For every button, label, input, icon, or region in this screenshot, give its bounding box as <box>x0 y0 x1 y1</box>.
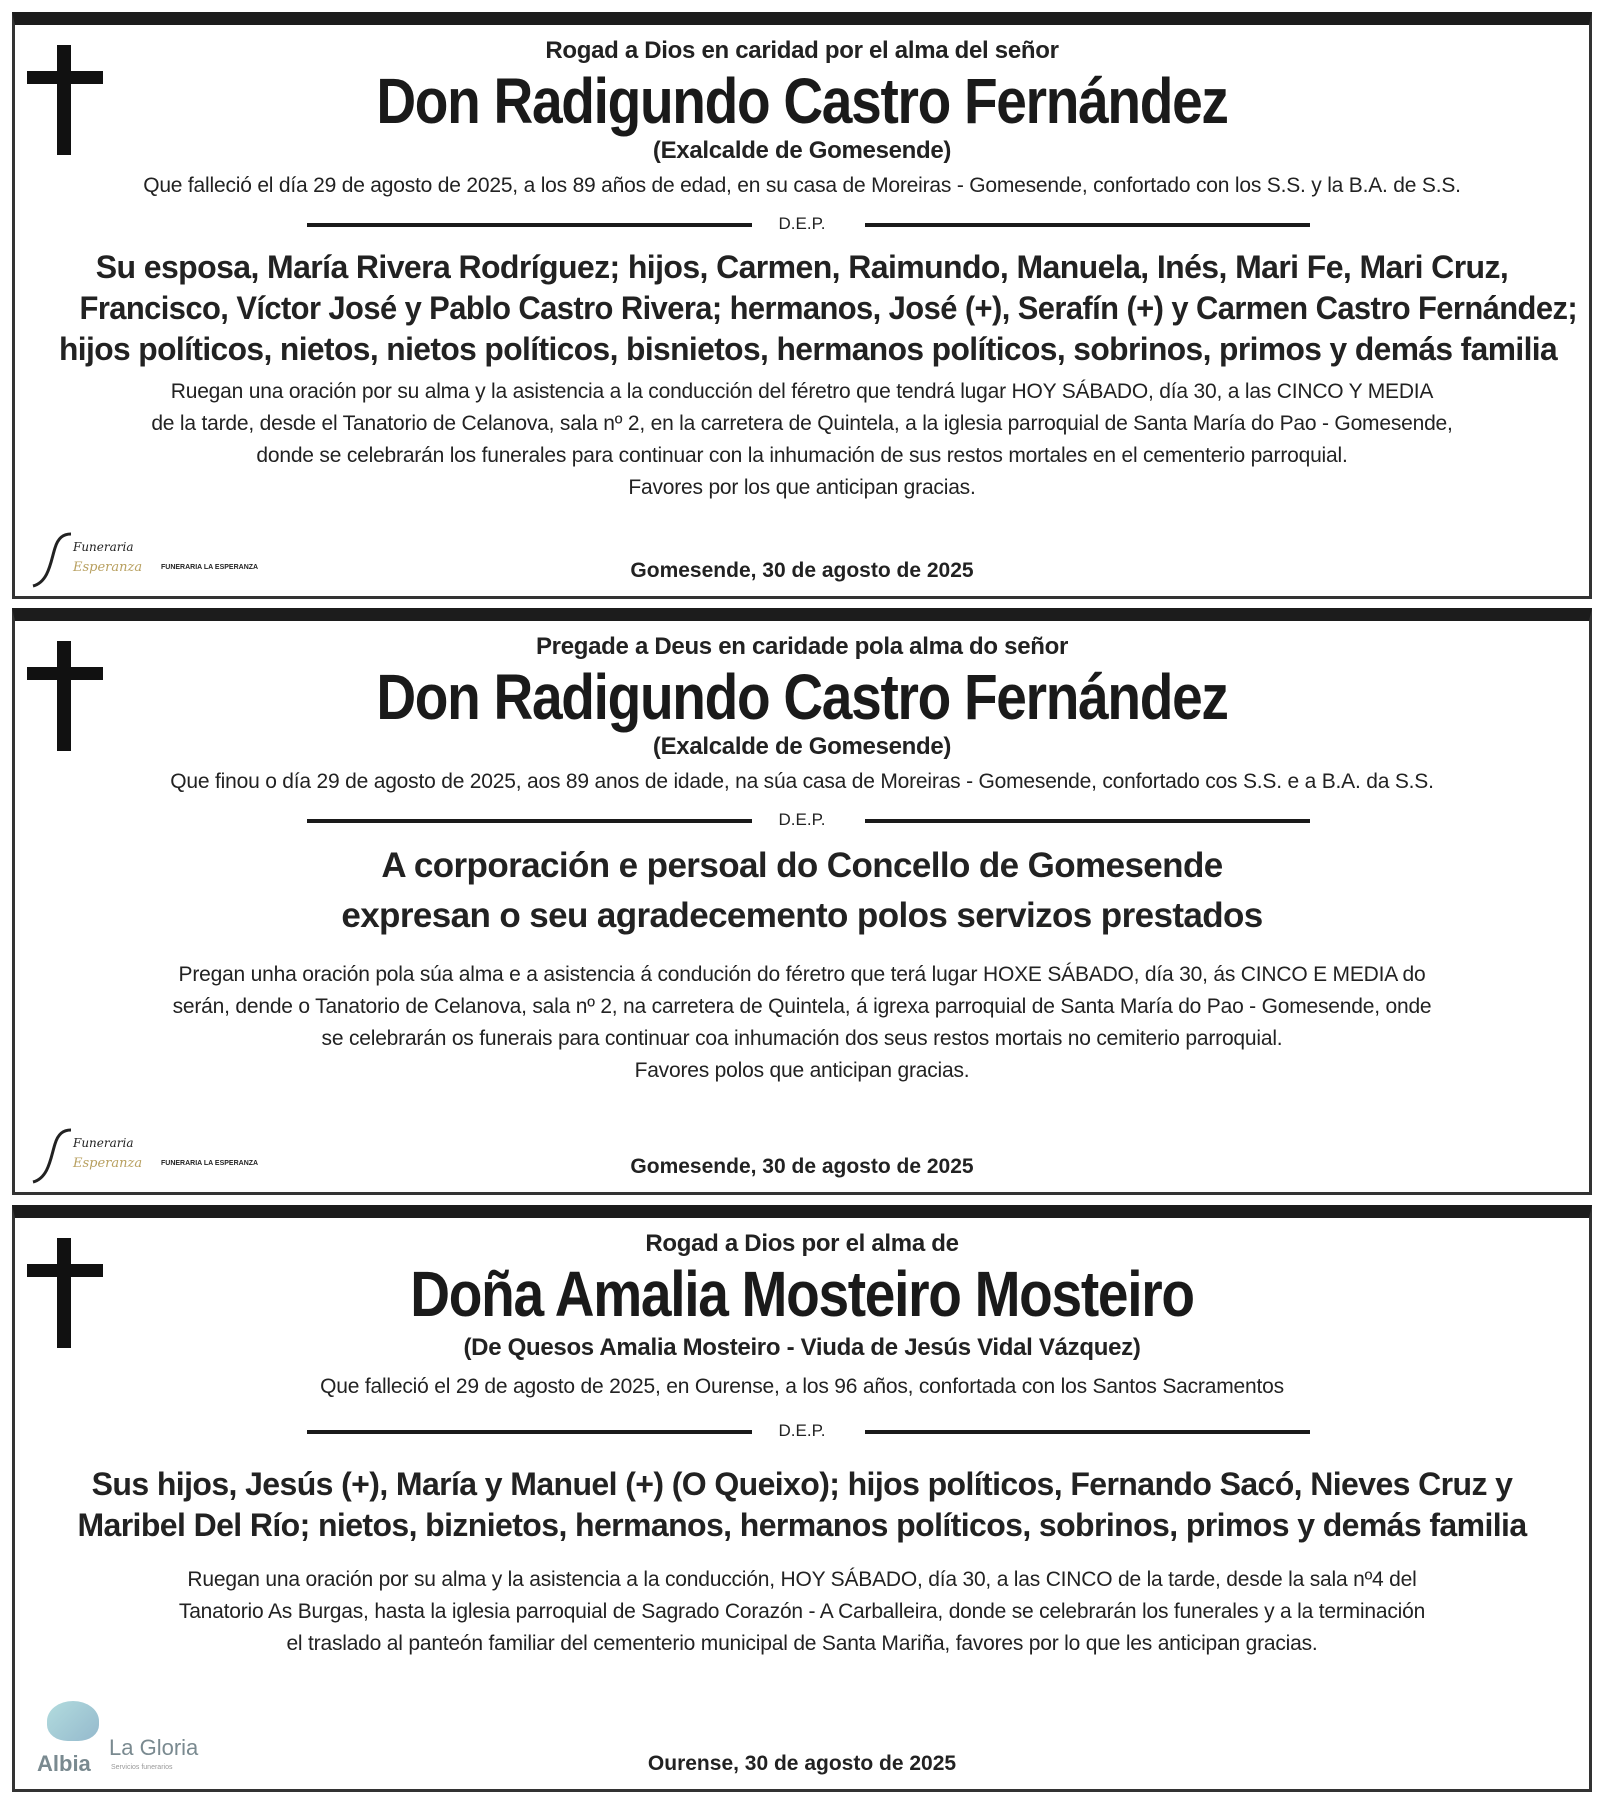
service-line: Pregan unha oración pola súa alma e a asistencia á condución do féretro que terá lugar HOXE SÁBADO, día 30, ás CINCO E MEDIA do <box>178 963 1426 986</box>
dep-label: D.E.P. <box>778 810 826 829</box>
family-list <box>15 1464 1589 1546</box>
service-line: donde se celebrarán los funerales para continuar con la inhumación de sus restos mortales en el cementerio parroquial. <box>256 444 1348 467</box>
deceased-name: Don Radigundo Castro Fernández <box>376 65 1228 137</box>
logo-text: Servicios funerarios <box>111 1764 173 1771</box>
service-line: Favores por los que anticipan gracias. <box>628 476 976 499</box>
logo-text: Funeraria <box>73 1136 134 1150</box>
deceased-title: (De Quesos Amalia Mosteiro - Viuda de Jesús Vidal Vázquez) <box>463 1334 1141 1361</box>
family-line: Su esposa, María Rivera Rodríguez; hijos, Carmen, Raimundo, Manuela, Inés, Mari Fe, Mari Cruz, <box>95 249 1509 285</box>
family-line: expresan o seu agradecemento polos servizos prestados <box>341 896 1263 935</box>
obituary-notice <box>12 12 1592 599</box>
logo-text: FUNERARIA LA ESPERANZA <box>161 1160 259 1167</box>
service-line: Ruegan una oración por su alma y la asistencia a la conducción, HOY SÁBADO, día 30, a las CINCO de la tarde, desde la sala nº4 del <box>187 1568 1417 1591</box>
service-details <box>15 1564 1589 1660</box>
cross-icon <box>27 641 103 751</box>
logo-text: Esperanza <box>73 560 143 575</box>
service-line: se celebrarán os funerais para continuar coa inhumación dos seus restos mortais no cemiterio parroquial. <box>321 1027 1283 1050</box>
prayer-heading: Rogad a Dios por el alma de <box>645 1230 959 1257</box>
service-details <box>15 959 1589 1087</box>
dep-label: D.E.P. <box>778 1421 826 1440</box>
logo-text: La Gloria <box>109 1735 199 1760</box>
obituary-notice <box>12 1205 1592 1792</box>
family-line: Sus hijos, Jesús (+), María y Manuel (+) (O Queixo); hijos políticos, Fernando Sacó, Nieves Cruz y <box>91 1466 1513 1502</box>
service-line: Favores polos que anticipan gracias. <box>634 1059 970 1082</box>
family-line: Francisco, Víctor José y Pablo Castro Rivera; hermanos, José (+), Serafín (+) y Carmen Castro Fernández; <box>79 290 1578 326</box>
obituary-notice <box>12 608 1592 1195</box>
death-details <box>15 767 1589 797</box>
service-details <box>15 376 1589 504</box>
service-line: Ruegan una oración por su alma y la asistencia a la conducción del féretro que tendrá lugar HOY SÁBADO, día 30, a las CINCO Y MEDIA <box>170 380 1434 403</box>
logo-text: Albia <box>37 1751 91 1776</box>
family-line: hijos políticos, nietos, nietos políticos, bisnietos, hermanos políticos, sobrinos, primos y demás familia <box>58 331 1558 367</box>
deceased-title: (Exalcalde de Gomesende) <box>652 733 952 760</box>
logo-text: Esperanza <box>73 1156 143 1171</box>
prayer-heading: Rogad a Dios en caridad por el alma del señor <box>545 37 1059 64</box>
place-date: Gomesende, 30 de agosto de 2025 <box>630 559 974 582</box>
cross-icon <box>27 1238 103 1348</box>
family-line: Maribel Del Río; nietos, biznietos, hermanos, hermanos políticos, sobrinos, primos y demás familia <box>77 1507 1527 1543</box>
service-line: serán, dende o Tanatorio de Celanova, sala nº 2, na carretera de Quintela, á igrexa parroquial de Santa María do Pao - Gomesende, onde <box>172 995 1432 1018</box>
service-line: el traslado al panteón familiar del cementerio municipal de Santa Mariña, favores por lo que les anticipan gracias. <box>286 1632 1318 1655</box>
dep-divider <box>15 805 1589 835</box>
place-date: Gomesende, 30 de agosto de 2025 <box>630 1155 974 1178</box>
dep-label: D.E.P. <box>778 214 826 233</box>
death-details <box>15 171 1589 201</box>
dep-divider <box>15 209 1589 239</box>
prayer-heading: Pregade a Deus en caridade pola alma do señor <box>535 633 1069 660</box>
death-details <box>15 1372 1589 1402</box>
deceased-name: Don Radigundo Castro Fernández <box>376 661 1228 733</box>
logo-text: Funeraria <box>73 540 134 554</box>
service-line: Tanatorio As Burgas, hasta la iglesia parroquial de Sagrado Corazón - A Carballeira, donde se celebrarán los funerales y a la terminación <box>178 1600 1426 1623</box>
logo-text: FUNERARIA LA ESPERANZA <box>161 564 259 571</box>
deceased-name: Doña Amalia Mosteiro Mosteiro <box>410 1258 1194 1330</box>
dep-divider <box>15 1416 1589 1446</box>
service-line: de la tarde, desde el Tanatorio de Celanova, sala nº 2, en la carretera de Quintela, a la iglesia parroquial de Santa María do Pao - Gomesende, <box>151 412 1453 435</box>
family-list <box>15 841 1589 941</box>
death-details-text: Que finou o día 29 de agosto de 2025, aos 89 anos de idade, na súa casa de Moreiras - Gomesende, confortado cos S.S. e a B.A. da S.S. <box>170 770 1434 793</box>
family-list <box>15 247 1589 370</box>
death-details-text: Que falleció el 29 de agosto de 2025, en Ourense, a los 96 años, confortada con los Santos Sacramentos <box>320 1375 1284 1398</box>
albia-logo-icon <box>47 1701 99 1741</box>
family-line: A corporación e persoal do Concello de Gomesende <box>381 846 1223 885</box>
deceased-title: (Exalcalde de Gomesende) <box>652 137 952 164</box>
place-date: Ourense, 30 de agosto de 2025 <box>647 1752 957 1775</box>
cross-icon <box>27 45 103 155</box>
death-details-text: Que falleció el día 29 de agosto de 2025, a los 89 años de edad, en su casa de Moreiras - Gomesende, confortado con los S.S. y la B.A. de S.S. <box>143 174 1461 197</box>
